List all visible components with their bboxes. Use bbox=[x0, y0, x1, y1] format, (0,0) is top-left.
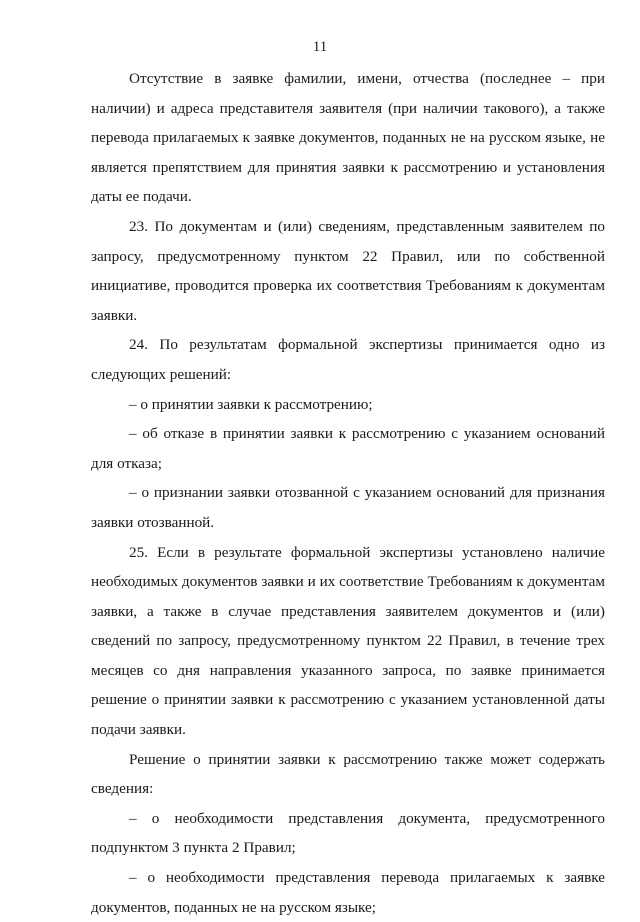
document-body bbox=[91, 64, 605, 922]
paragraph-decision-info: Решение о принятии заявки к рассмотрению также может содержать сведения: bbox=[91, 750, 605, 798]
paragraph-absence-of-data: Отсутствие в заявке фамилии, имени, отчества (последнее – при наличии) и адреса представителя заявителя (при наличии такового), а также перевода прилагаемых к заявке документов, поданных не на русском языке, не является препятствием для принятия заявки к рассмотрению и установления даты ее подачи. bbox=[91, 70, 605, 206]
list-item-document-needed: – о необходимости представления документа, предусмотренного подпунктом 3 пункта 2 Правил; bbox=[91, 809, 605, 857]
paragraph-25: 25. Если в результате формальной экспертизы установлено наличие необходимых документов заявки и их соответствие Требованиям к документам заявки, а также в случае представления заявителем документов и (или) сведений по запросу, предусмотренному пунктом 22 Правил, в течение трех месяцев со дня направления указанного запроса, по заявке принимается решение о принятии заявки к рассмотрению с указанием установленной даты подачи заявки. bbox=[91, 543, 605, 739]
list-item-accept: – о принятии заявки к рассмотрению; bbox=[129, 395, 373, 413]
list-item-translation-needed: – о необходимости представления перевода прилагаемых к заявке документов, поданных не на русском языке; bbox=[91, 869, 605, 916]
page-number: 11 bbox=[312, 39, 328, 55]
list-item-withdrawn: – о признании заявки отозванной с указанием оснований для признания заявки отозванной. bbox=[91, 484, 605, 531]
list-item-refuse: – об отказе в принятии заявки к рассмотрению с указанием оснований для отказа; bbox=[91, 425, 605, 472]
paragraph-24: 24. По результатам формальной экспертизы принимается одно из следующих решений: bbox=[91, 336, 605, 383]
paragraph-23: 23. По документам и (или) сведениям, представленным заявителем по запросу, предусмотренному пунктом 22 Правил, или по собственной инициативе, проводится проверка их соответствия Требованиям к документам заявки. bbox=[91, 217, 605, 324]
